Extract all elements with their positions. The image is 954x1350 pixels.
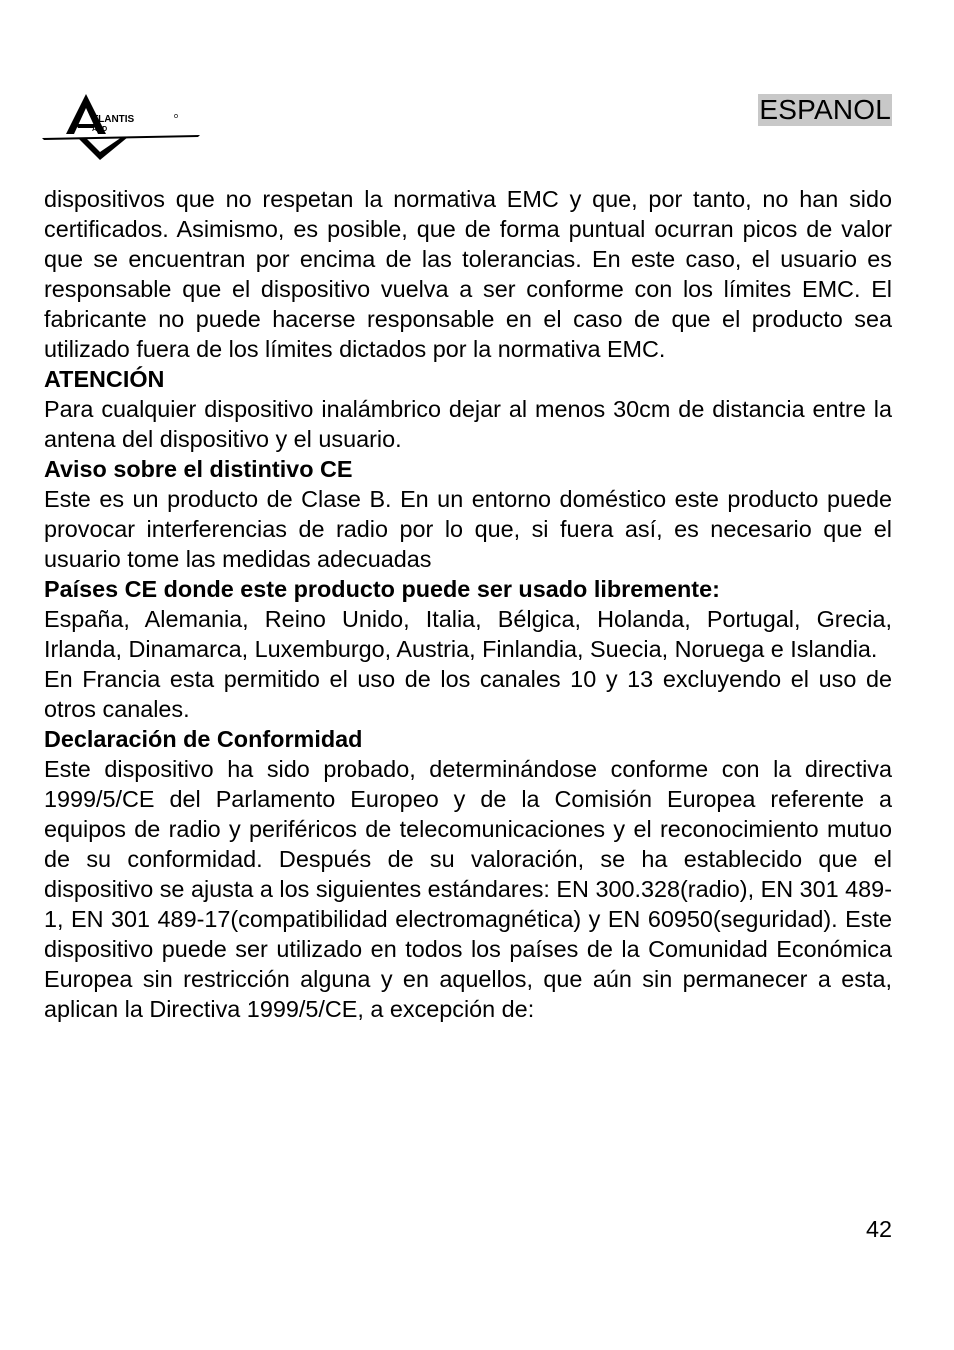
- paragraph-declaracion: Este dispositivo ha sido probado, determinándose conforme con la directiva 1999/5/CE del Parlamento Europeo y de la Comisión Europea referente a equipos de radio y periféricos de telecomunicaciones y el reconocimiento mutuo de su conformidad. Después de su valoración, se ha establecido que el dispositivo se ajusta a los siguientes estándares: EN 300.328(radio), EN 301 489-1, EN 301 489-17(compatibilidad electromagnética) y EN 60950(seguridad). Este dispositivo puede ser utilizado en todos los países de la Comunidad Económica Europea sin restricción alguna y en aquellos, que aún sin permanecer a esta, aplican la Directiva 1999/5/CE, a excepción de:: [44, 756, 892, 1022]
- page-number: 42: [865, 1216, 892, 1242]
- section-label: ESPANOL: [759, 94, 891, 125]
- paragraph-paises-ce: España, Alemania, Reino Unido, Italia, Bélgica, Holanda, Portugal, Grecia, Irlanda, Dinamarca, Luxemburgo, Austria, Finlandia, Suecia, Noruega e Islandia.: [44, 606, 892, 662]
- heading-aviso-ce: Aviso sobre el distintivo CE: [44, 456, 353, 482]
- logo-text-main: TLANTIS: [92, 114, 135, 125]
- heading-paises-ce: Países CE donde este producto puede ser usado libremente:: [44, 576, 720, 602]
- atlantis-logo-icon: [40, 88, 202, 162]
- paragraph-aviso-ce: Este es un producto de Clase B. En un entorno doméstico este producto puede provocar interferencias de radio por lo que, si fuera así, es necesario que el usuario tome las medidas adecuadas: [44, 486, 892, 572]
- atlantis-land-logo: [40, 88, 202, 162]
- page-body: [44, 184, 892, 1024]
- paragraph-emc: dispositivos que no respetan la normativa EMC y que, por tanto, no han sido certificados. Asimismo, es posible, que de forma puntual ocurran picos de valor que se encuentran por encima de las tolerancias. En este caso, el usuario es responsable que el dispositivo vuelva a ser conforme con los límites EMC. El fabricante no puede hacerse responsable en el caso de que el producto sea utilizado fuera de los límites dictados por la normativa EMC.: [44, 186, 892, 362]
- paragraph-francia: En Francia esta permitido el uso de los canales 10 y 13 excluyendo el uso de otros canales.: [44, 666, 892, 722]
- heading-atencion: ATENCIÓN: [44, 366, 165, 392]
- paragraph-atencion: Para cualquier dispositivo inalámbrico dejar al menos 30cm de distancia entre la antena del dispositivo y el usuario.: [44, 396, 892, 452]
- logo-text-sub: AND: [92, 126, 108, 133]
- heading-declaracion: Declaración de Conformidad: [44, 726, 363, 752]
